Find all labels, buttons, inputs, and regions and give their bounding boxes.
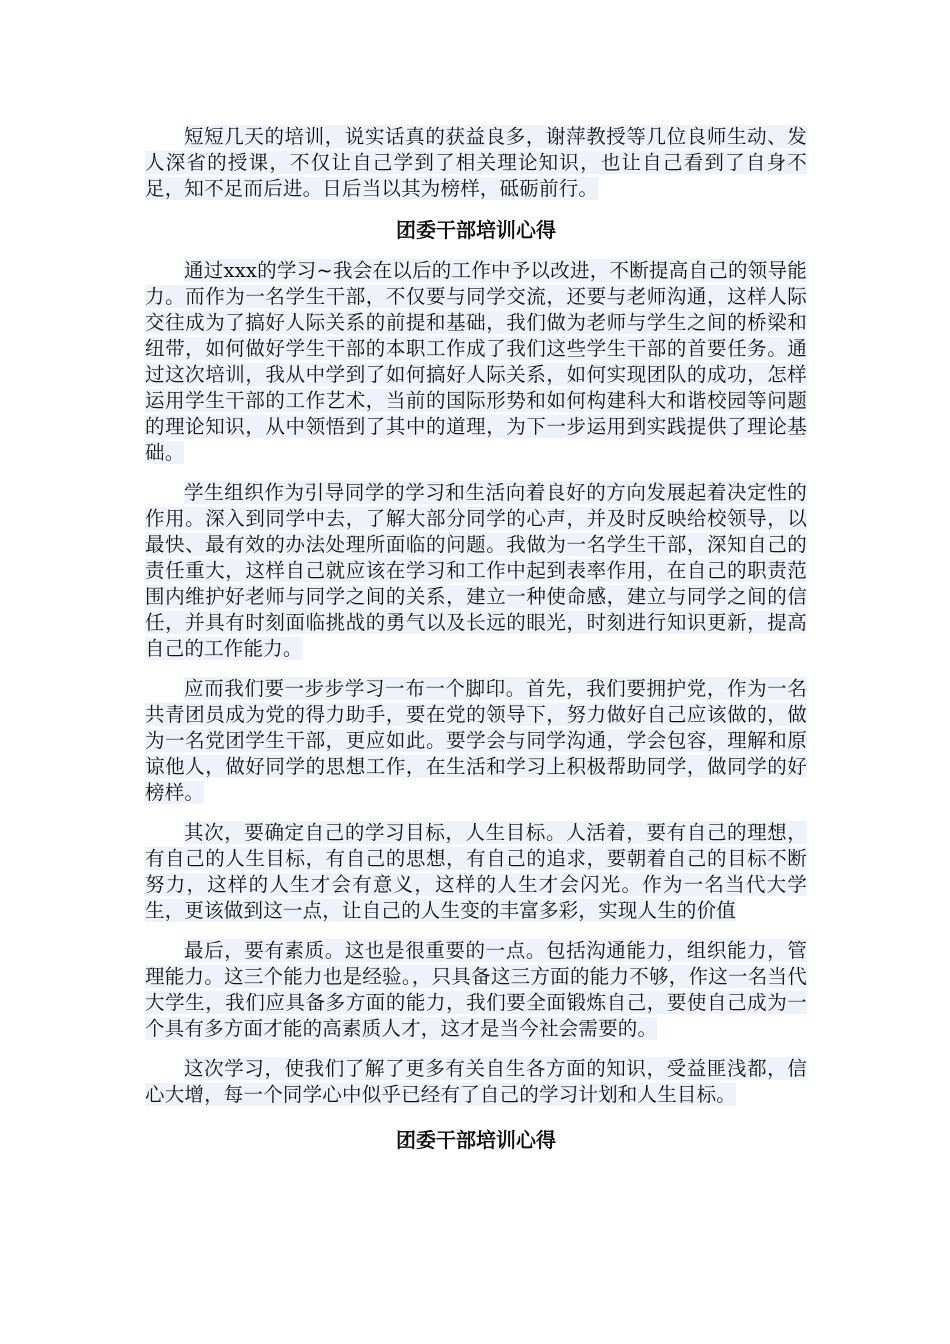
paragraph-5 <box>145 938 807 1042</box>
paragraph-text: 这次学习，使我们了解了更多有关自生各方面的知识，受益匪浅都，信心大增，每一个同学心中似乎已经有了自己的学习计划和人生目标。 <box>145 1057 807 1106</box>
document-page <box>145 124 807 1168</box>
paragraph-text: 最后，要有素质。这也是很重要的一点。包括沟通能力，组织能力，管理能力。这三个能力也是经验。，只具备这三方面的能力不够，作这一名当代大学生，我们应具备多方面的能力，我们要全面锻炼自己，要使自己成为一个具有多方面才能的高素质人才，这才是当今社会需要的。 <box>145 939 807 1040</box>
closing-title: 团委干部培训心得 <box>396 1128 556 1152</box>
paragraph-text: 其次，要确定自己的学习目标，人生目标。人活着，要有自己的理想，有自己的人生目标，有自己的思想，有自己的追求，要朝着自己的目标不断努力，这样的人生才会有意义，这样的人生才会闪光。作为一名当代大学生，更该做到这一点，让自己的人生变的丰富多彩，实现人生的价值 <box>145 821 807 922</box>
paragraph-4 <box>145 820 807 924</box>
intro-paragraph <box>145 124 807 202</box>
paragraph-1 <box>145 258 807 466</box>
paragraph-text: 通过xxx的学习~我会在以后的工作中予以改进，不断提高自己的领导能力。而作为一名学生干部，不仅要与同学交流，还要与老师沟通，这样人际交往成为了搞好人际关系的前提和基础，我们做为老师与学生之间的桥梁和纽带，如何做好学生干部的本职工作成了我们这些学生干部的首要任务。通过这次培训，我从中学到了如何搞好人际关系，如何实现团队的成功，怎样运用学生干部的工作艺术，当前的国际形势和如何构建科大和谐校园等问题的理论知识，从中领悟到了其中的道理，为下一步运用到实践提供了理论基础。 <box>145 259 807 464</box>
section-title: 团委干部培训心得 <box>396 218 556 242</box>
paragraph-6 <box>145 1056 807 1108</box>
paragraph-text: 应而我们要一步步学习一布一个脚印。首先，我们要拥护党，作为一名共青团员成为党的得力助手，要在党的领导下，努力做好自己应该做的，做为一名党团学生干部，更应如此。要学会与同学沟通，学会包容，理解和原谅他人，做好同学的思想工作，在生活和学习上积极帮助同学，做同学的好榜样。 <box>145 677 807 804</box>
intro-paragraph-text: 短短几天的培训，说实话真的获益良多，谢萍教授等几位良师生动、发人深省的授课，不仅让自己学到了相关理论知识，也让自己看到了自身不足，知不足而后进。日后当以其为榜样，砥砺前行。 <box>145 125 807 200</box>
paragraph-2 <box>145 480 807 662</box>
paragraph-3 <box>145 676 807 806</box>
paragraph-text: 学生组织作为引导同学的学习和生活向着良好的方向发展起着决定性的作用。深入到同学中去，了解大部分同学的心声，并及时反映给校领导，以最快、最有效的办法处理所面临的问题。我做为一名学生干部，深知自己的责任重大，这样自己就应该在学习和工作中起到表率作用，在自己的职责范围内维护好老师与同学之间的关系，建立一种使命感，建立与同学之间的信任，并具有时刻面临挑战的勇气以及长远的眼光，时刻进行知识更新，提高自己的工作能力。 <box>145 481 807 660</box>
